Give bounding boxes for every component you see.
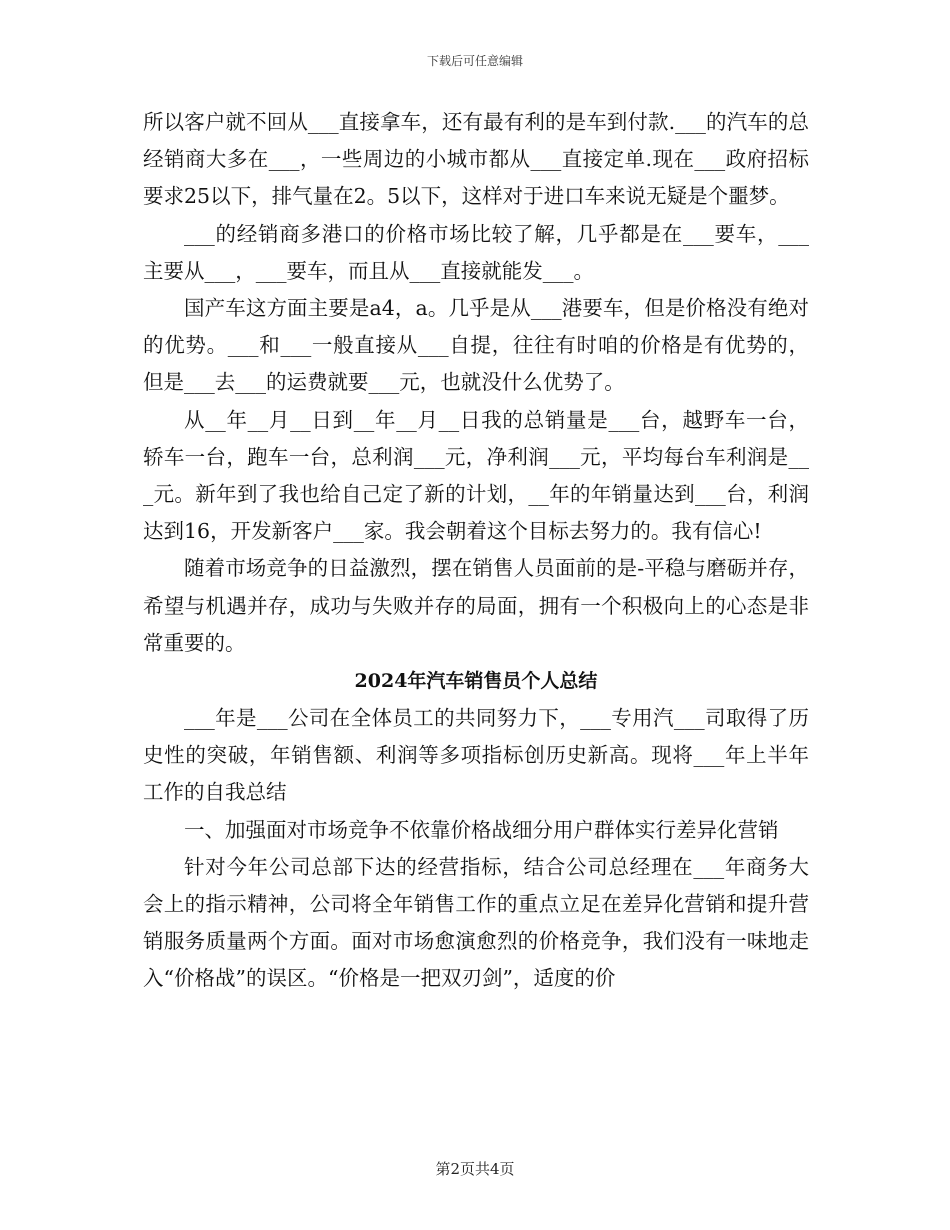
paragraph-8: 针对今年公司总部下达的经营指标，结合公司总经理在___年商务大会上的指示精神，公司将全年销售工作的重点立足在差异化营销和提升营销服务质量两个方面。面对市场愈演愈烈的价格竞争，我们没有一味地走入“价格战”的误区。“价格是一把双刃剑”，适度的价 bbox=[143, 854, 809, 991]
paragraph-5: 随着市场竞争的日益激烈，摆在销售人员面前的是-平稳与磨砺并存，希望与机遇并存，成功与失败并存的局面，拥有一个积极向上的心态是非常重要的。 bbox=[143, 556, 809, 655]
paragraph-7: 一、加强面对市场竞争不依靠价格战细分用户群体实行差异化营销 bbox=[184, 817, 779, 842]
document-body bbox=[143, 104, 809, 998]
paragraph-4: 从__年__月__日到__年__月__日我的总销量是___台，越野车一台，轿车一台，跑车一台，总利润___元，净利润___元，平均每台车利润是___元。新年到了我也给自己定了新的计划，__年的年销量达到___台，利润达到16，开发新客户___家。我会朝着这个目标去努力的。我有信心! bbox=[143, 407, 809, 544]
paragraph-2: ___的经销商多港口的价格市场比较了解，几乎都是在___要车，___主要从___，___要车，而且从___直接就能发___。 bbox=[143, 221, 809, 283]
page-number: 第2页共4页 bbox=[435, 1160, 515, 1178]
page-header-note: 下载后可任意编辑 bbox=[426, 54, 523, 68]
paragraph-3: 国产车这方面主要是a4，a。几乎是从___港要车，但是价格没有绝对的优势。___和___一般直接从___自提，往往有时咱的价格是有优势的，但是___去___的运费就要___元，也就没什么优势了。 bbox=[143, 296, 809, 395]
paragraph-1: 所以客户就不回从___直接拿车，还有最有利的是车到付款.___的汽车的总经销商大多在___，一些周边的小城市都从___直接定单.现在___政府招标要求25以下，排气量在2。5以下，这样对于进口车来说无疑是个噩梦。 bbox=[143, 110, 809, 209]
paragraph-6: ___年是___公司在全体员工的共同努力下，___专用汽___司取得了历史性的突破，年销售额、利润等多项指标创历史新高。现将___年上半年工作的自我总结 bbox=[143, 706, 809, 805]
section-title: 2024年汽车销售员个人总结 bbox=[354, 670, 598, 693]
